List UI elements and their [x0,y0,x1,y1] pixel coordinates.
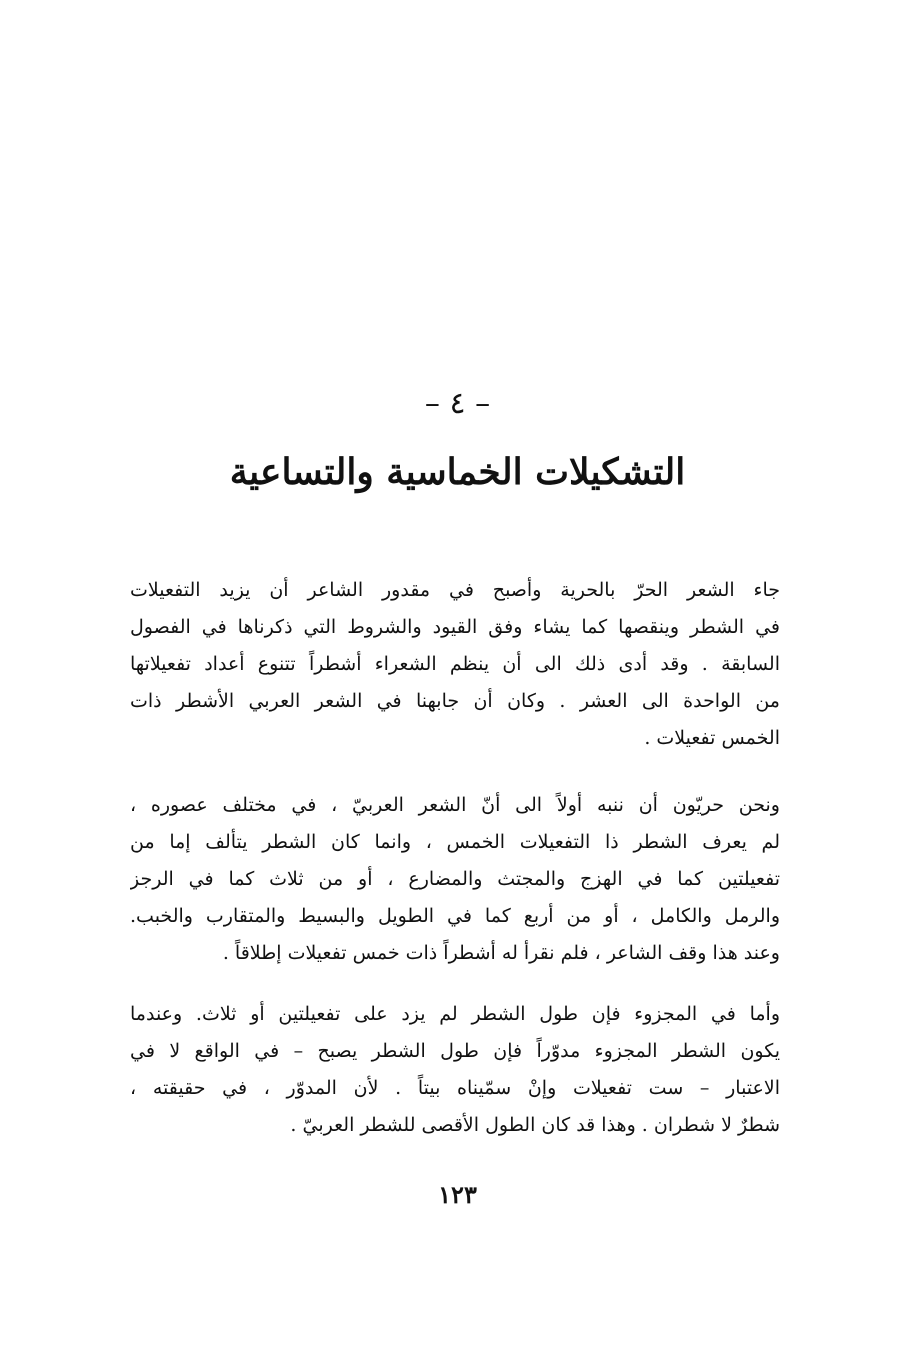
text-line: تفعيلتين كما في الهزج والمجتث والمضارع ، أو من ثلاث كما في الرجز [130,868,780,890]
text-line: والرمل والكامل ، أو من أربع كما في الطويل والبسيط والمتقارب والخبب. [130,905,780,927]
text-line: شطرٌ لا شطران . وهذا قد كان الطول الأقصى للشطر العربيّ . [290,1114,780,1136]
text-line: الاعتبار – ست تفعيلات وإنْ سمّيناه بيتاً . لأن المدوّر ، في حقيقته ، [130,1077,780,1099]
text-line: يكون الشطر المجزوء مدوّراً فإن طول الشطر يصبح – في الواقع لا في [130,1040,780,1062]
chapter-title: التشكيلات الخماسية والتساعية [229,451,686,493]
page-number: ١٢٣ [438,1180,477,1209]
text-line: السابقة . وقد أدى ذلك الى أن ينظم الشعراء أشطراً تتنوع أعداد تفعيلاتها [130,653,780,675]
text-line: لم يعرف الشطر ذا التفعيلات الخمس ، وانما كان الشطر يتألف إما من [130,831,780,853]
text-line: وأما في المجزوء فإن طول الشطر لم يزد على تفعيلتين أو ثلاث. وعندما [130,1003,780,1025]
text-line: وعند هذا وقف الشاعر ، فلم نقرأ له أشطراً ذات خمس تفعيلات إطلاقاً . [222,942,780,964]
paragraph-3 [130,996,780,1144]
section-number: – ٤ – [424,386,491,421]
text-line: في الشطر وينقصها كما يشاء وفق القيود والشروط التي ذكرناها في الفصول [130,616,780,638]
paragraph-2 [130,787,780,972]
paragraph-1 [130,572,780,757]
text-line: ونحن حريّون أن ننبه أولاً الى أنّ الشعر العربيّ ، في مختلف عصوره ، [130,794,780,816]
text-line: من الواحدة الى العشر . وكان أن جابهنا في الشعر العربي الأشطر ذات [130,690,780,712]
text-line: الخمس تفعيلات . [644,727,780,749]
text-line: جاء الشعر الحرّ بالحرية وأصبح في مقدور الشاعر أن يزيد التفعيلات [130,579,780,601]
